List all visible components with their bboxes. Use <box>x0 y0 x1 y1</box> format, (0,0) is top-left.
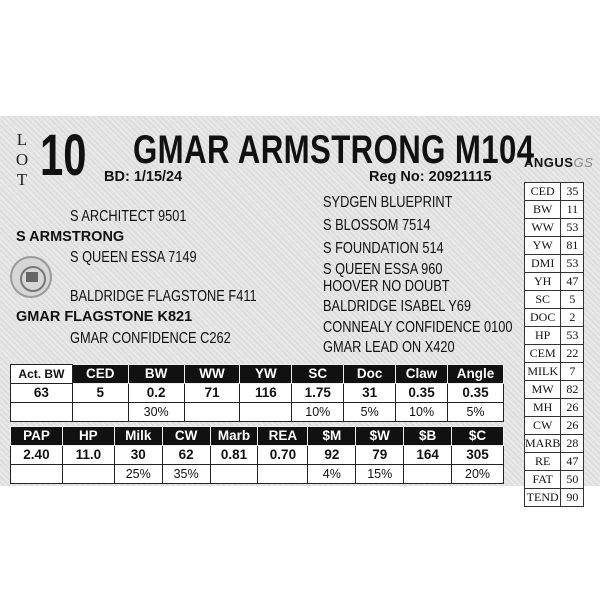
side-epd-key: YW <box>525 237 561 255</box>
side-epd-key: MH <box>525 399 561 417</box>
grid2-value-cell: 305 <box>452 446 504 465</box>
grid1-percentile-cell: 5% <box>344 403 396 422</box>
grid2-percentile-cell: 20% <box>452 465 504 484</box>
side-epd-row <box>525 219 584 237</box>
grid1-value-cell: 116 <box>240 384 292 403</box>
side-epd-key: HP <box>525 327 561 345</box>
side-epd-value: 26 <box>561 417 584 435</box>
grid2-percentile-cell <box>210 465 258 484</box>
angus-gs-logo <box>524 155 593 170</box>
grid2-header-cell: $W <box>356 427 404 446</box>
bd-value: 1/15/24 <box>133 169 183 185</box>
side-epd-value: 82 <box>561 381 584 399</box>
grid1-header-cell: CED <box>72 365 128 384</box>
grid1-percentile-cell <box>11 403 73 422</box>
grid2-value-cell: 2.40 <box>11 446 63 465</box>
side-epd-row <box>525 417 584 435</box>
grid2-header-cell: Milk <box>114 427 162 446</box>
side-epd-key: TEND <box>525 489 561 507</box>
pedigree-sire-sire: S ARCHITECT 9501 <box>70 208 187 225</box>
side-epd-value: 22 <box>561 345 584 363</box>
side-epd-table <box>524 182 584 507</box>
grid1-value-cell: 0.35 <box>448 384 504 403</box>
grid1-value-cell: 0.35 <box>396 384 448 403</box>
side-epd-value: 26 <box>561 399 584 417</box>
side-epd-row <box>525 183 584 201</box>
breeder-seal <box>10 256 52 298</box>
side-epd-row <box>525 399 584 417</box>
side-epd-value: 81 <box>561 237 584 255</box>
grid1-percentile-cell: 30% <box>128 403 184 422</box>
grid2-header-cell: HP <box>62 427 114 446</box>
animal-name: GMAR ARMSTRONG M104 <box>133 128 535 172</box>
side-epd-row <box>525 309 584 327</box>
grid1-value-cell: 1.75 <box>292 384 344 403</box>
side-epd-key: MARB <box>525 435 561 453</box>
grid1-percentile-cell: 10% <box>396 403 448 422</box>
side-epd-key: WW <box>525 219 561 237</box>
pedigree-dam: GMAR FLAGSTONE K821 <box>16 309 193 325</box>
epd-grid-1 <box>10 364 504 422</box>
pedigree-ddd: GMAR LEAD ON X420 <box>323 339 455 356</box>
pedigree-dss: HOOVER NO DOUBT <box>323 278 450 295</box>
side-epd-key: DMI <box>525 255 561 273</box>
grid2-header-row <box>11 427 504 446</box>
side-epd-key: BW <box>525 201 561 219</box>
grid1-header-cell: Act. BW <box>11 365 73 384</box>
pedigree-sdd: S QUEEN ESSA 960 <box>323 261 443 278</box>
side-epd-row <box>525 345 584 363</box>
lot-letter: O <box>15 150 29 169</box>
grid2-value-cell: 62 <box>162 446 210 465</box>
side-epd-row <box>525 471 584 489</box>
grid2-header-cell: $B <box>404 427 452 446</box>
grid2-header-cell: PAP <box>11 427 63 446</box>
side-epd-row <box>525 363 584 381</box>
side-epd-key: YH <box>525 273 561 291</box>
side-epd-row <box>525 435 584 453</box>
grid1-header-cell: Claw <box>396 365 448 384</box>
pedigree-sss: SYDGEN BLUEPRINT <box>323 194 453 211</box>
grid1-percentile-cell: 10% <box>292 403 344 422</box>
side-epd-row <box>525 237 584 255</box>
side-epd-value: 47 <box>561 273 584 291</box>
side-epd-value: 53 <box>561 219 584 237</box>
side-epd-row <box>525 273 584 291</box>
reg-value: 20921115 <box>428 169 492 185</box>
side-epd-key: DOC <box>525 309 561 327</box>
grid2-header-cell: Marb <box>210 427 258 446</box>
grid1-value-cell: 31 <box>344 384 396 403</box>
side-epd-value: 2 <box>561 309 584 327</box>
side-epd-row <box>525 381 584 399</box>
pedigree-dds: CONNEALY CONFIDENCE 0100 <box>323 319 513 336</box>
lot-number: 10 <box>40 123 87 188</box>
grid2-percentile-cell: 25% <box>114 465 162 484</box>
grid2-value-row <box>11 446 504 465</box>
side-epd-row <box>525 291 584 309</box>
side-epd-value: 35 <box>561 183 584 201</box>
side-epd-key: MW <box>525 381 561 399</box>
grid1-value-cell: 63 <box>11 384 73 403</box>
logo-text: ANGUS <box>524 155 574 170</box>
grid2-header-cell: $M <box>308 427 356 446</box>
side-epd-value: 11 <box>561 201 584 219</box>
side-epd-value: 28 <box>561 435 584 453</box>
grid1-header-cell: BW <box>128 365 184 384</box>
side-epd-value: 53 <box>561 255 584 273</box>
grid1-percentile-row <box>11 403 504 422</box>
lot-letter: T <box>16 170 28 189</box>
side-epd-value: 7 <box>561 363 584 381</box>
pedigree-dam-sire: BALDRIDGE FLAGSTONE F411 <box>70 288 257 305</box>
side-epd-row <box>525 489 584 507</box>
grid2-value-cell: 30 <box>114 446 162 465</box>
grid1-header-cell: Doc <box>344 365 396 384</box>
pedigree-sire-dam: S QUEEN ESSA 7149 <box>70 249 197 266</box>
logo-suffix: GS <box>573 155 594 170</box>
grid2-percentile-row <box>11 465 504 484</box>
side-epd-value: 90 <box>561 489 584 507</box>
side-epd-key: SC <box>525 291 561 309</box>
grid2-header-cell: $C <box>452 427 504 446</box>
reg-label: Reg No: <box>369 169 425 185</box>
grid2-percentile-cell <box>258 465 308 484</box>
side-epd-row <box>525 327 584 345</box>
side-epd-key: CED <box>525 183 561 201</box>
pedigree-dam-dam: GMAR CONFIDENCE C262 <box>70 330 231 347</box>
grid1-header-cell: YW <box>240 365 292 384</box>
side-epd-key: CW <box>525 417 561 435</box>
grid1-percentile-cell: 5% <box>448 403 504 422</box>
pedigree-dsd: BALDRIDGE ISABEL Y69 <box>323 298 471 315</box>
grid2-percentile-cell: 4% <box>308 465 356 484</box>
lot-label <box>14 130 30 190</box>
side-epd-key: RE <box>525 453 561 471</box>
grid1-header-cell: SC <box>292 365 344 384</box>
grid1-percentile-cell <box>240 403 292 422</box>
side-epd-value: 47 <box>561 453 584 471</box>
grid1-header-row <box>11 365 504 384</box>
side-epd-value: 53 <box>561 327 584 345</box>
grid1-value-cell: 0.2 <box>128 384 184 403</box>
grid2-percentile-cell <box>11 465 63 484</box>
grid1-percentile-cell <box>72 403 128 422</box>
side-epd-row <box>525 255 584 273</box>
lot-letter: L <box>16 130 28 149</box>
grid2-value-cell: 0.81 <box>210 446 258 465</box>
grid2-percentile-cell: 35% <box>162 465 210 484</box>
birth-date <box>104 169 182 185</box>
grid1-value-cell: 71 <box>184 384 240 403</box>
pedigree-sds: S FOUNDATION 514 <box>323 240 444 257</box>
side-epd-key: FAT <box>525 471 561 489</box>
side-epd-row <box>525 201 584 219</box>
side-epd-key: CEM <box>525 345 561 363</box>
side-epd-value: 5 <box>561 291 584 309</box>
grid2-header-cell: CW <box>162 427 210 446</box>
grid1-header-cell: Angle <box>448 365 504 384</box>
grid1-percentile-cell <box>184 403 240 422</box>
grid2-header-cell: REA <box>258 427 308 446</box>
side-epd-value: 50 <box>561 471 584 489</box>
grid2-value-cell: 164 <box>404 446 452 465</box>
grid2-percentile-cell: 15% <box>356 465 404 484</box>
grid1-header-cell: WW <box>184 365 240 384</box>
grid2-percentile-cell <box>62 465 114 484</box>
grid2-percentile-cell <box>404 465 452 484</box>
grid2-value-cell: 11.0 <box>62 446 114 465</box>
grid2-value-cell: 92 <box>308 446 356 465</box>
registration-number <box>369 169 492 185</box>
pedigree-ssd: S BLOSSOM 7514 <box>323 217 431 234</box>
side-epd-key: MILK <box>525 363 561 381</box>
side-epd-row <box>525 453 584 471</box>
grid2-value-cell: 0.70 <box>258 446 308 465</box>
grid2-value-cell: 79 <box>356 446 404 465</box>
epd-grid-2 <box>10 426 504 484</box>
grid1-value-row <box>11 384 504 403</box>
bd-label: BD: <box>104 169 130 185</box>
pedigree-sire: S ARMSTRONG <box>16 229 125 245</box>
grid1-value-cell: 5 <box>72 384 128 403</box>
